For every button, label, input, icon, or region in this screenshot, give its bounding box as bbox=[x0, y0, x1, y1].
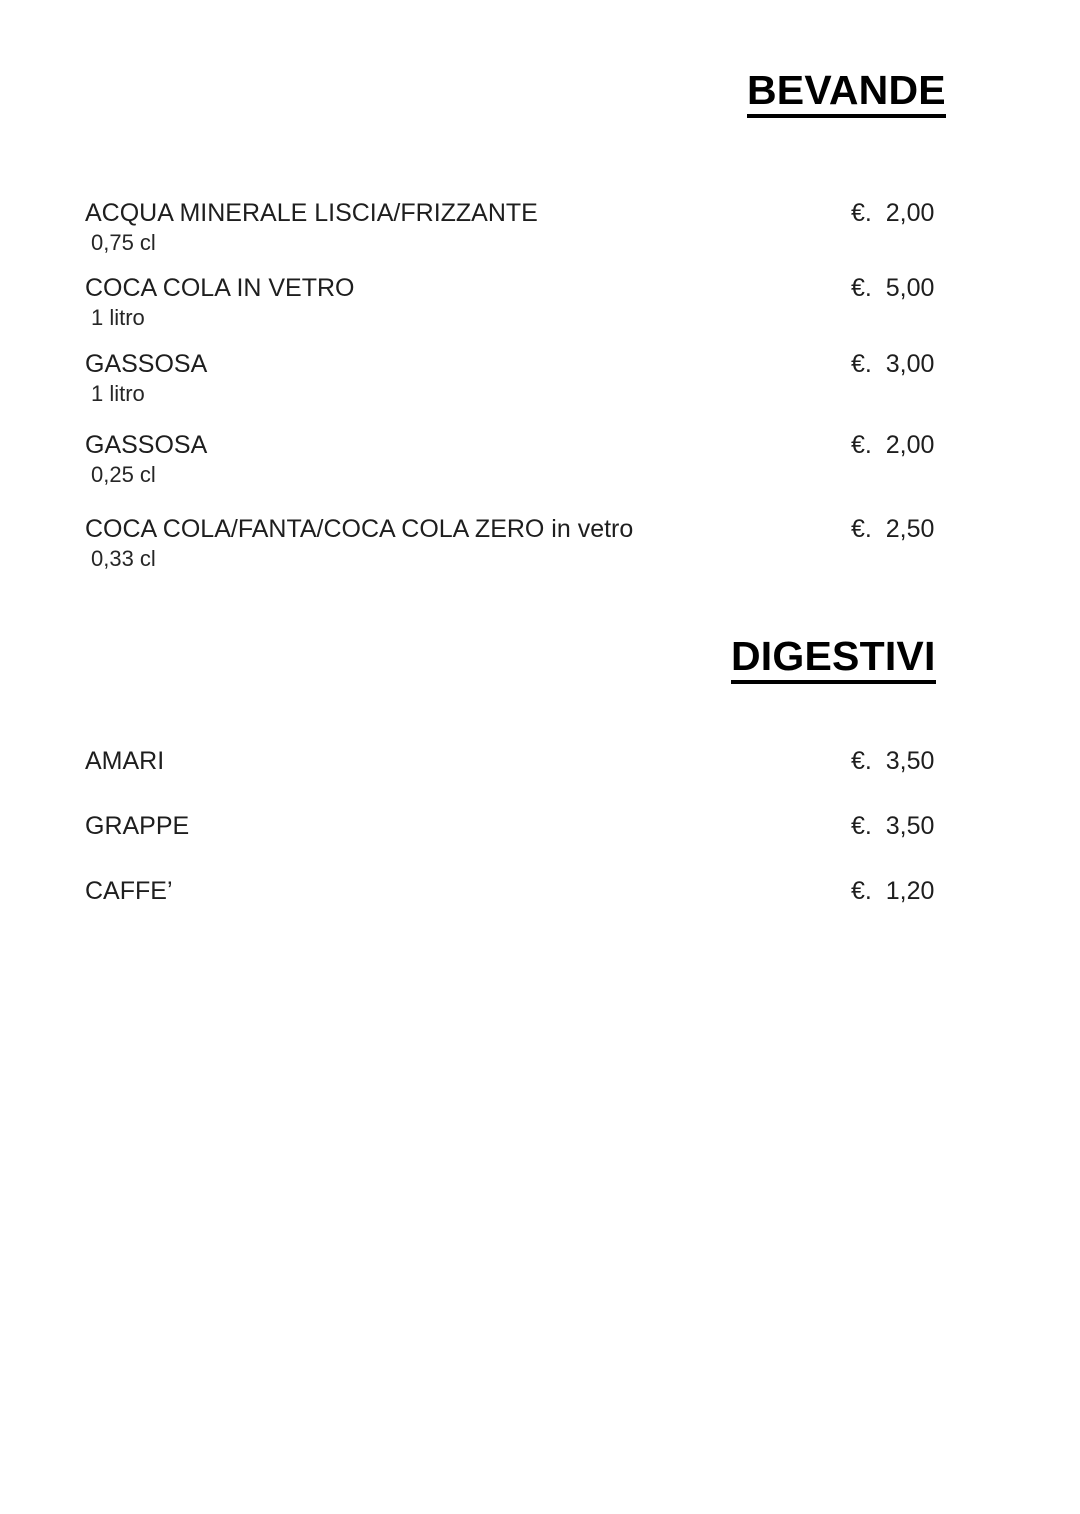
item-description: 0,33 cl bbox=[91, 546, 156, 571]
item-description: 0,25 cl bbox=[91, 462, 156, 487]
item-name: AMARI bbox=[85, 747, 165, 775]
section-title-text: BEVANDE bbox=[747, 70, 946, 118]
item-name: CAFFE’ bbox=[85, 877, 173, 905]
section-title-bevande bbox=[747, 67, 946, 118]
item-price: €. 2,00 bbox=[851, 199, 935, 227]
item-description: 1 litro bbox=[91, 381, 145, 406]
item-description: 0,75 cl bbox=[91, 230, 156, 255]
item-name: GRAPPE bbox=[85, 812, 190, 840]
item-name: GASSOSA bbox=[85, 431, 208, 459]
item-price: €. 2,50 bbox=[851, 515, 935, 543]
item-price: €. 2,00 bbox=[851, 431, 935, 459]
item-name: GASSOSA bbox=[85, 350, 208, 378]
item-price: €. 3,50 bbox=[851, 747, 935, 775]
section-title-text: DIGESTIVI bbox=[731, 636, 936, 684]
item-name: ACQUA MINERALE LISCIA/FRIZZANTE bbox=[85, 199, 538, 227]
item-description: 1 litro bbox=[91, 305, 145, 330]
item-price: €. 3,00 bbox=[851, 350, 935, 378]
section-title-digestivi bbox=[731, 633, 936, 684]
item-price: €. 1,20 bbox=[851, 877, 935, 905]
item-name: COCA COLA IN VETRO bbox=[85, 274, 355, 302]
item-price: €. 3,50 bbox=[851, 812, 935, 840]
item-price: €. 5,00 bbox=[851, 274, 935, 302]
item-name: COCA COLA/FANTA/COCA COLA ZERO in vetro bbox=[85, 515, 634, 543]
